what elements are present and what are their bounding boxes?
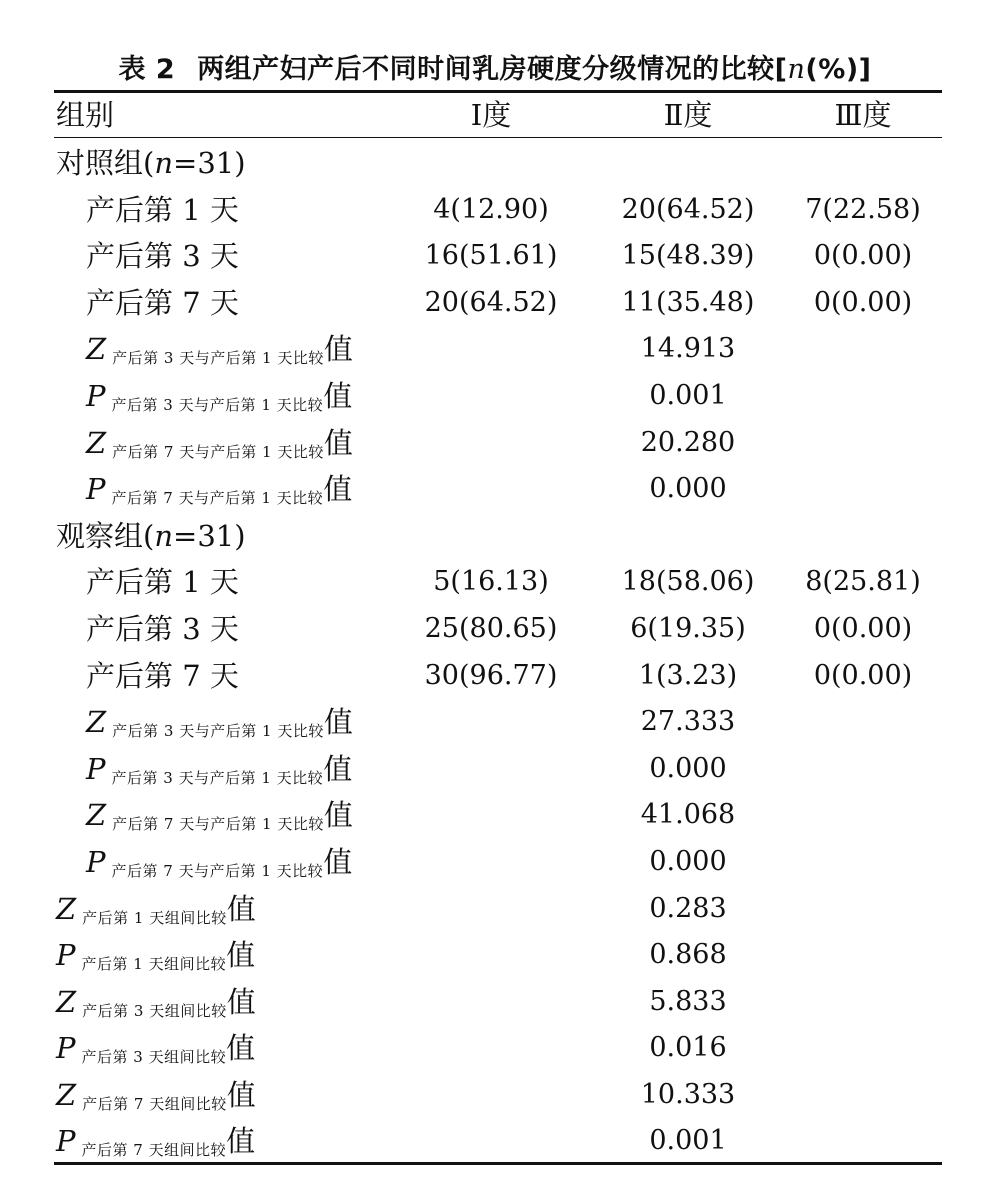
statistic-letter: Z xyxy=(86,425,107,460)
grade-2-value: 11(35.48) xyxy=(621,286,755,318)
statistic-value: 0.001 xyxy=(649,379,727,411)
statistic-label xyxy=(56,1072,256,1119)
statistic-letter: P xyxy=(56,1031,76,1066)
statistic-letter: Z xyxy=(86,705,107,740)
statistic-row xyxy=(0,699,990,746)
group-label xyxy=(56,140,246,187)
statistic-value: 0.016 xyxy=(649,1032,727,1064)
statistic-suffix: 值 xyxy=(323,705,353,740)
statistic-label xyxy=(86,373,352,420)
statistic-suffix: 值 xyxy=(226,1077,256,1112)
group-label xyxy=(56,513,246,560)
statistic-suffix: 值 xyxy=(226,984,256,1019)
statistic-suffix: 值 xyxy=(226,938,256,973)
row-label: 产后第 3 天 xyxy=(86,239,239,274)
header-grade-3: Ⅲ度 xyxy=(834,98,892,132)
statistic-suffix: 值 xyxy=(323,844,353,879)
grade-2-value: 18(58.06) xyxy=(621,566,755,598)
statistic-label xyxy=(56,886,256,933)
statistic-subscript: 产后第 3 天与产后第 1 天比较 xyxy=(111,395,324,414)
statistic-letter: P xyxy=(86,378,106,413)
statistic-label xyxy=(86,699,353,746)
grade-2-value: 6(19.35) xyxy=(630,612,746,644)
statistic-row xyxy=(0,1025,990,1072)
group-label-text: 对照组( xyxy=(56,146,155,180)
statistic-letter: Z xyxy=(56,891,77,926)
statistic-label xyxy=(86,326,353,373)
table-header-rule xyxy=(54,137,942,138)
header-grade-1: Ⅰ度 xyxy=(470,98,512,132)
statistic-letter: P xyxy=(86,472,106,507)
statistic-row xyxy=(0,1072,990,1119)
statistic-subscript: 产后第 1 天组间比较 xyxy=(81,955,227,974)
row-label: 产后第 7 天 xyxy=(86,658,239,693)
statistic-row xyxy=(0,979,990,1026)
statistic-letter: Z xyxy=(56,984,77,1019)
statistic-subscript: 产后第 7 天与产后第 1 天比较 xyxy=(112,815,324,834)
data-row xyxy=(0,280,990,327)
statistic-suffix: 值 xyxy=(226,1124,256,1159)
statistic-label xyxy=(56,1118,255,1165)
statistic-suffix: 值 xyxy=(323,798,353,833)
grade-1-value: 25(80.65) xyxy=(424,612,558,644)
statistic-suffix: 值 xyxy=(226,1031,256,1066)
group-label-n: n xyxy=(154,518,174,553)
data-row xyxy=(0,606,990,653)
statistic-letter: Z xyxy=(86,798,107,833)
statistic-suffix: 值 xyxy=(323,472,353,507)
statistic-subscript: 产后第 7 天与产后第 1 天比较 xyxy=(111,861,324,880)
statistic-value: 10.333 xyxy=(640,1078,736,1110)
statistic-subscript: 产后第 3 天与产后第 1 天比较 xyxy=(111,768,324,787)
statistic-letter: Z xyxy=(86,332,107,367)
table-body xyxy=(0,140,990,1165)
grade-3-value: 0(0.00) xyxy=(813,286,913,318)
grade-1-value: 4(12.90) xyxy=(433,193,549,225)
statistic-suffix: 值 xyxy=(323,378,353,413)
statistic-label xyxy=(86,839,352,886)
statistic-value: 14.913 xyxy=(640,333,736,365)
statistic-row xyxy=(0,420,990,467)
statistic-row xyxy=(0,886,990,933)
group-label-count: =31) xyxy=(173,518,246,553)
statistic-subscript: 产后第 3 天组间比较 xyxy=(81,1048,227,1067)
statistic-subscript: 产后第 3 天组间比较 xyxy=(82,1001,227,1020)
statistic-value: 0.000 xyxy=(649,845,727,877)
group-label-n: n xyxy=(154,146,174,180)
table-bottom-rule xyxy=(54,1162,942,1165)
group-label-text: 观察组( xyxy=(56,518,155,553)
grade-2-value: 20(64.52) xyxy=(621,193,755,225)
grade-2-value: 1(3.23) xyxy=(638,659,738,691)
statistic-value: 0.000 xyxy=(649,473,727,505)
statistic-row xyxy=(0,466,990,513)
statistic-row xyxy=(0,1118,990,1165)
statistic-row xyxy=(0,746,990,793)
statistic-value: 0.001 xyxy=(649,1125,727,1157)
grade-3-value: 0(0.00) xyxy=(813,659,913,691)
grade-1-value: 16(51.61) xyxy=(424,240,558,272)
table-number: 表 2 xyxy=(118,54,176,85)
statistic-label xyxy=(56,932,255,979)
row-label: 产后第 7 天 xyxy=(86,285,239,320)
table-header-row xyxy=(0,92,990,138)
data-row xyxy=(0,233,990,280)
grade-3-value: 0(0.00) xyxy=(813,240,913,272)
row-label: 产后第 1 天 xyxy=(86,565,239,600)
statistic-suffix: 值 xyxy=(323,332,353,367)
statistic-letter: Z xyxy=(56,1077,77,1112)
grade-1-value: 20(64.52) xyxy=(424,286,558,318)
statistic-subscript: 产后第 1 天组间比较 xyxy=(82,908,227,927)
statistic-subscript: 产后第 7 天组间比较 xyxy=(81,1141,227,1160)
table-caption xyxy=(0,50,990,90)
statistic-letter: P xyxy=(86,844,106,879)
grade-1-value: 5(16.13) xyxy=(433,566,549,598)
statistic-value: 20.280 xyxy=(640,426,736,458)
statistic-subscript: 产后第 7 天与产后第 1 天比较 xyxy=(111,489,324,508)
statistic-letter: P xyxy=(56,1124,76,1159)
grade-2-value: 15(48.39) xyxy=(621,240,755,272)
statistic-value: 41.068 xyxy=(640,799,736,831)
header-group: 组别 xyxy=(56,98,115,132)
statistic-label xyxy=(56,1025,255,1072)
statistic-suffix: 值 xyxy=(226,891,256,926)
statistic-label xyxy=(86,420,353,467)
statistic-row xyxy=(0,373,990,420)
grade-3-value: 7(22.58) xyxy=(805,193,921,225)
grade-3-value: 8(25.81) xyxy=(805,566,921,598)
statistic-row xyxy=(0,839,990,886)
statistic-subscript: 产后第 7 天与产后第 1 天比较 xyxy=(112,442,324,461)
group-heading-row xyxy=(0,140,990,187)
statistic-letter: P xyxy=(86,751,106,786)
statistic-row xyxy=(0,932,990,979)
header-grade-2: Ⅱ度 xyxy=(663,98,713,132)
statistic-value: 27.333 xyxy=(640,706,736,738)
data-row xyxy=(0,559,990,606)
statistic-row xyxy=(0,326,990,373)
statistic-value: 0.000 xyxy=(649,752,727,784)
grade-3-value: 0(0.00) xyxy=(813,612,913,644)
statistic-label xyxy=(86,466,352,513)
statistic-suffix: 值 xyxy=(323,751,353,786)
row-label: 产后第 1 天 xyxy=(86,192,239,227)
group-heading-row xyxy=(0,513,990,560)
statistic-value: 0.868 xyxy=(649,939,727,971)
statistic-label xyxy=(86,792,353,839)
statistic-label xyxy=(56,979,256,1026)
row-label: 产后第 3 天 xyxy=(86,611,239,646)
group-label-count: =31) xyxy=(173,146,246,180)
grade-1-value: 30(96.77) xyxy=(424,659,558,691)
statistic-label xyxy=(86,746,352,793)
data-row xyxy=(0,187,990,234)
statistic-subscript: 产后第 7 天组间比较 xyxy=(82,1094,227,1113)
table-title-unit: (%)] xyxy=(805,54,872,85)
statistic-subscript: 产后第 3 天与产后第 1 天比较 xyxy=(112,349,324,368)
statistic-letter: P xyxy=(56,938,76,973)
statistic-subscript: 产后第 3 天与产后第 1 天比较 xyxy=(112,722,324,741)
statistic-row xyxy=(0,792,990,839)
statistic-value: 0.283 xyxy=(649,892,727,924)
table-title: 两组产妇产后不同时间乳房硬度分级情况的比较[ xyxy=(197,54,788,85)
statistic-suffix: 值 xyxy=(323,425,353,460)
statistic-value: 5.833 xyxy=(649,985,727,1017)
table-title-n: n xyxy=(787,54,806,85)
data-row xyxy=(0,653,990,700)
